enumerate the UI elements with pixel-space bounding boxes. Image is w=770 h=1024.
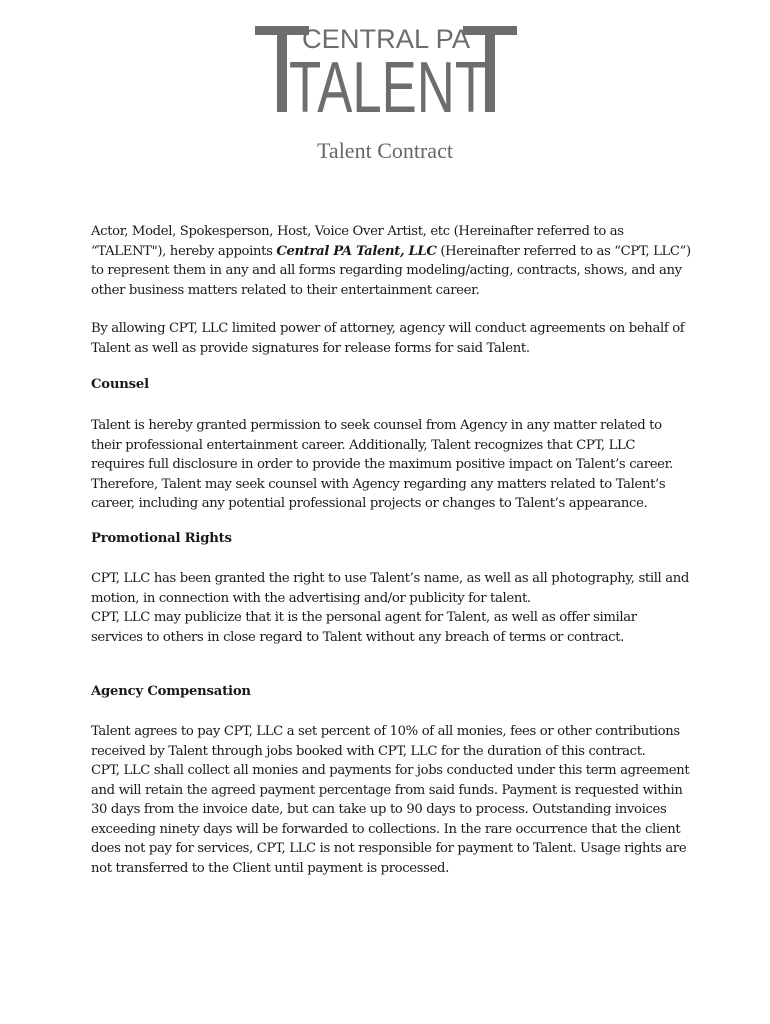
logo-line-2: TALENT: [289, 48, 487, 128]
company-logo: [255, 22, 517, 128]
company-name: Central PA Talent, LLC: [276, 243, 437, 259]
promotional-rights-heading: Promotional Rights: [91, 531, 232, 546]
document-title: Talent Contract: [317, 138, 453, 163]
intro-text-start: Actor, Model, Spokesperson, Host, Voice Over Artist, etc (Hereinafter referred to as “TALENT"), hereby appoints: [91, 224, 624, 259]
counsel-paragraph: Talent is hereby granted permission to seek counsel from Agency in any matter related to their professional entertainment career. Additionally, Talent recognizes that CPT, LLC requires full disclosure in order to provide the maximum positive impact on Talent’s career. Therefore, Talent may seek counsel with Agency regarding any matters related to Talent’s career, including any potential professional projects or changes to Talent’s appearance.: [91, 418, 673, 511]
logo-line-1: CENTRAL PA: [302, 24, 470, 54]
power-of-attorney-paragraph: By allowing CPT, LLC limited power of attorney, agency will conduct agreements on behalf of Talent as well as provide signatures for release forms for said Talent.: [91, 321, 685, 356]
compensation-paragraph-1: Talent agrees to pay CPT, LLC a set percent of 10% of all monies, fees or other contributions received by Talent through jobs booked with CPT, LLC for the duration of this contract.: [91, 724, 680, 759]
compensation-paragraph-2: CPT, LLC shall collect all monies and payments for jobs conducted under this term agreement and will retain the agreed payment percentage from said funds. Payment is requested within 30 days from the invoice date, but can take up to 90 days to process. Outstanding invoices exceeding ninety days will be forwarded to collections. In the rare occurrence that the client does not pay for services, CPT, LLC is not responsible for payment to Talent. Usage rights are not transferred to the Client until payment is processed.: [91, 763, 690, 876]
intro-paragraph: [91, 222, 691, 300]
agency-compensation-heading: Agency Compensation: [91, 684, 251, 699]
counsel-heading: Counsel: [91, 377, 149, 392]
intro-text-end: (Hereinafter referred to as “CPT, LLC”) to represent them in any and all forms regarding modeling/acting, contracts, shows, and any other business matters related to their entertainment career.: [91, 243, 691, 298]
promotional-rights-paragraph-2: CPT, LLC may publicize that it is the personal agent for Talent, as well as offer similar services to others in close regard to Talent without any breach of terms or contract.: [91, 610, 637, 645]
promotional-rights-paragraph-1: CPT, LLC has been granted the right to use Talent’s name, as well as all photography, still and motion, in connection with the advertising and/or publicity for talent.: [91, 571, 690, 606]
